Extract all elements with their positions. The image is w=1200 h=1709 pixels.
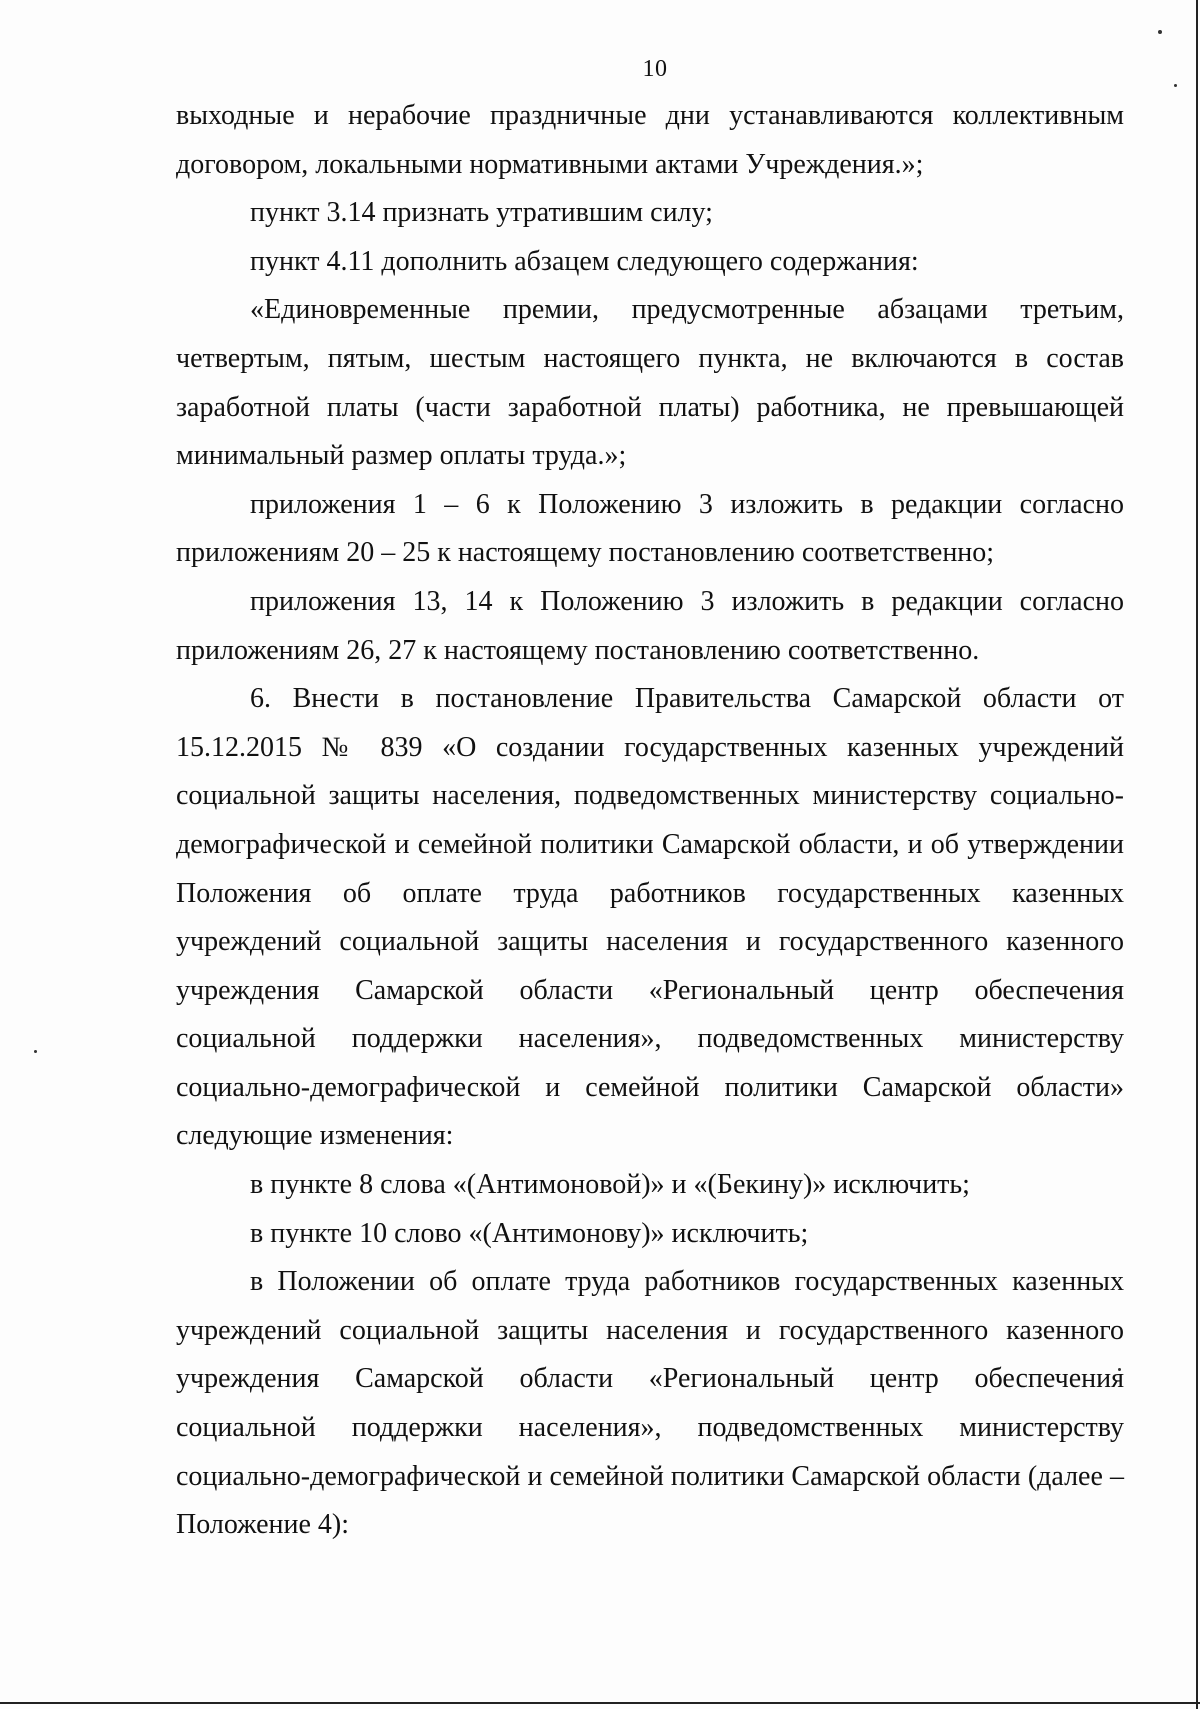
paragraph: пункт 3.14 признать утратившим силу; bbox=[250, 197, 713, 229]
scan-speck bbox=[1174, 84, 1177, 87]
paragraph: выходные и нерабочие праздничные дни устанавливаются коллективным договором, локальными нормативными актами Учреждения.»; bbox=[176, 100, 1124, 180]
paragraph: «Единовременные премии, предусмотренные абзацами третьим, четвертым, пятым, шестым настоящего пункта, не включаются в состав заработной платы (части заработной платы) работника, не превышающей минимальный размер оплаты труда.»; bbox=[176, 294, 1124, 472]
scan-speck bbox=[1158, 30, 1162, 34]
paragraph: в пункте 8 слова «(Антимоновой)» и «(Бекину)» исключить; bbox=[250, 1169, 970, 1201]
paragraph: 6. Внести в постановление Правительства Самарской области от 15.12.2015 № 839 «О создании государственных казенных учреждений социальной защиты населения, подведомственных министерству социально-демографической и семейной политики Самарской области, и об утверждении Положения об оплате труда работников государственных казенных учреждений социальной защиты населения и государственного казенного учреждения Самарской области «Региональный центр обеспечения социальной поддержки населения», подведомственных министерству социально-демографической и семейной политики Самарской области» следующие изменения: bbox=[176, 683, 1124, 1152]
scan-speck bbox=[34, 1050, 37, 1053]
scan-edge-right bbox=[1196, 0, 1198, 1709]
paragraph: в пункте 10 слово «(Антимонову)» исключить; bbox=[250, 1217, 809, 1249]
paragraph: пункт 4.11 дополнить абзацем следующего содержания: bbox=[250, 245, 919, 277]
document-body bbox=[176, 92, 1124, 1550]
scan-edge-bottom bbox=[0, 1702, 1200, 1704]
paragraph: приложения 13, 14 к Положению 3 изложить в редакции согласно приложениям 26, 27 к настоящему постановлению соответственно. bbox=[176, 585, 1124, 666]
paragraph: приложения 1 – 6 к Положению 3 изложить в редакции согласно приложениям 20 – 25 к настоящему постановлению соответственно; bbox=[176, 488, 1124, 569]
page-number: 10 bbox=[642, 56, 668, 82]
paragraph: в Положении об оплате труда работников государственных казенных учреждений социальной защиты населения и государственного казенного учреждения Самарской области «Региональный центр обеспечения социальной поддержки населения», подведомственных министерству социально-демографической и семейной политики Самарской области (далее – Положение 4): bbox=[176, 1266, 1124, 1541]
